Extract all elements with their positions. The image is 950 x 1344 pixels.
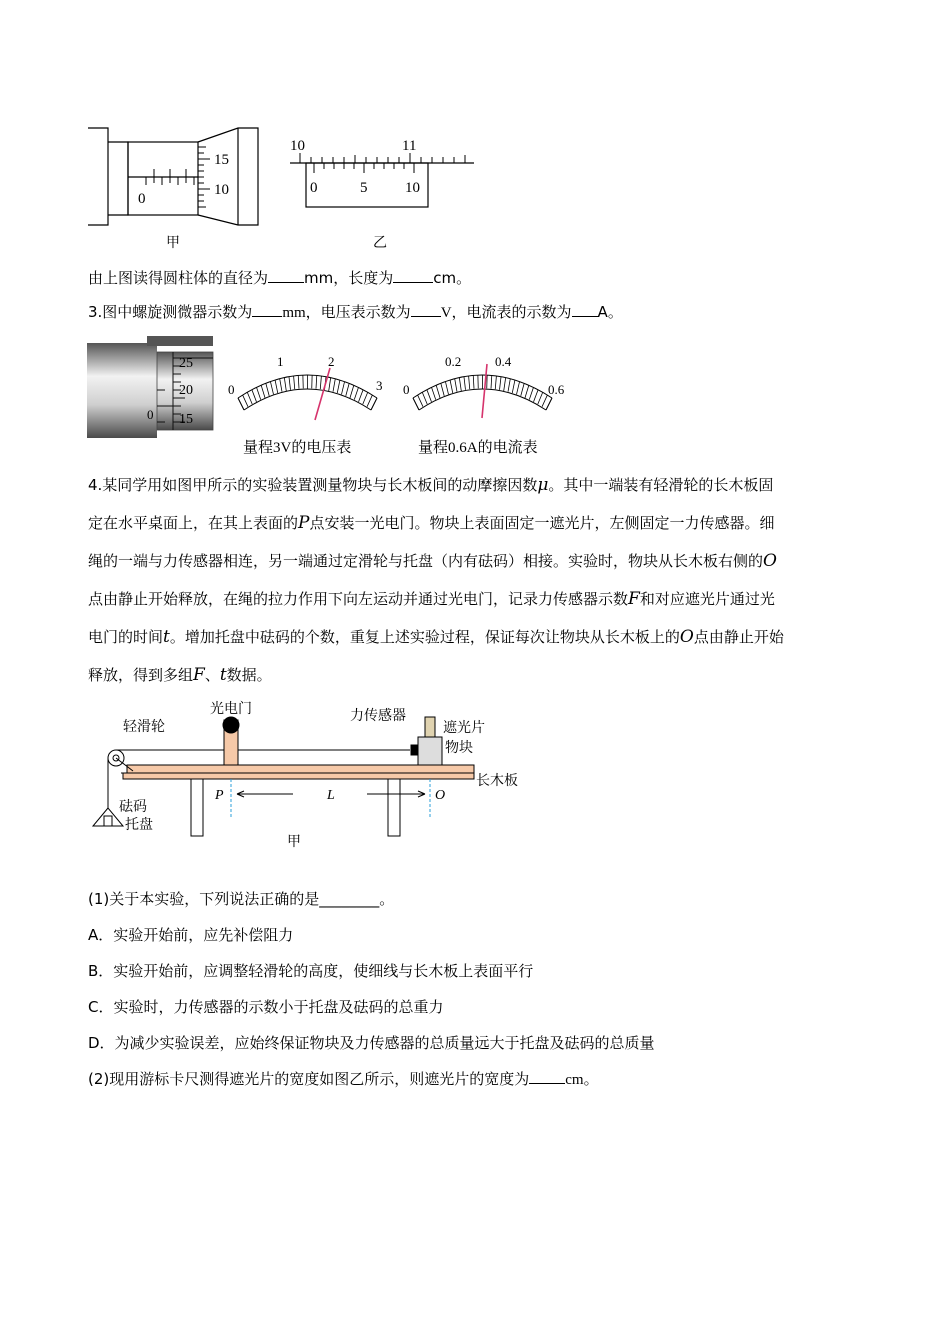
dial-tick <box>495 376 496 389</box>
sub2-text-a: (2)现用游标卡尺测得遮光片的宽度如图乙所示，则遮光片的宽度为 <box>88 1070 530 1088</box>
answer-blank-voltage[interactable] <box>411 302 441 317</box>
symbol-f: F <box>628 589 640 609</box>
dial-tick <box>427 390 432 402</box>
answer-blank-current[interactable] <box>572 302 598 317</box>
ammeter-tick-0.6: 0.6 <box>548 382 565 397</box>
figure-micrometer-caliper <box>80 125 500 255</box>
symbol-o: O <box>763 551 777 571</box>
shade-icon <box>425 717 435 737</box>
question-3 <box>88 302 623 323</box>
dial-tick <box>316 375 317 388</box>
dial-tick <box>508 379 510 392</box>
dial-tick <box>445 382 448 395</box>
voltmeter-caption: 量程3V的电压表 <box>243 440 352 456</box>
dial-tick <box>512 380 515 393</box>
q3-text-b: ，电压表示数为 <box>305 303 411 321</box>
ammeter-tick-0.2: 0.2 <box>445 354 462 369</box>
dial-tick <box>418 395 423 407</box>
option-a[interactable]: A．实验开始前，应先补偿阻力 <box>88 926 294 944</box>
dial-tick <box>337 380 340 393</box>
dial-tick <box>459 378 461 392</box>
micrometer2-tick-25: 25 <box>179 356 193 371</box>
label-board: 长木板 <box>476 774 518 789</box>
q2-unit-cm: cm <box>433 269 457 287</box>
q4-l6-a: 释放，得到多组 <box>88 666 194 684</box>
q4-line-4 <box>88 580 868 618</box>
dial-tick <box>413 398 419 410</box>
dial-tick <box>350 385 354 398</box>
q4-line-5 <box>88 618 868 656</box>
answer-blank-shade-width[interactable] <box>529 1069 565 1084</box>
dial-tick <box>432 387 436 399</box>
dial-tick <box>473 375 474 388</box>
q3-unit-mm: mm <box>282 305 306 321</box>
q4-l1-a: 4.某同学用如图甲所示的实验装置测量物块与长木板间的动摩擦因数 <box>88 476 538 494</box>
dial-tick <box>436 385 440 398</box>
ammeter-tick-0.4: 0.4 <box>495 354 512 369</box>
long-board <box>127 765 474 773</box>
dial-tick <box>270 382 273 395</box>
dial-tick <box>284 378 286 392</box>
block-icon <box>418 737 442 765</box>
micrometer2-tick-0: 0 <box>147 407 154 422</box>
dial-tick <box>275 380 278 393</box>
label-caption-jia: 甲 <box>287 835 301 850</box>
dial-tick <box>329 378 331 392</box>
sub2-end: 。 <box>583 1070 599 1088</box>
ammeter-dial <box>413 364 552 418</box>
label-o: O <box>435 788 446 803</box>
sub-question-2 <box>88 1069 599 1090</box>
dial-tick <box>354 387 358 399</box>
dial-tick <box>346 383 349 396</box>
dial-tick <box>441 383 444 396</box>
sub2-unit-cm: cm <box>565 1072 584 1088</box>
q3-end: 。 <box>607 303 623 321</box>
caliper-vernier-0: 0 <box>310 180 318 196</box>
q3-unit-v: V <box>440 305 452 321</box>
dial-tick <box>320 376 321 389</box>
caliper-vernier-5: 5 <box>360 180 368 196</box>
q4-l5-b: 。增加托盘中砝码的个数，重复上述实验过程，保证每次让物块从长木板上的 <box>169 628 680 646</box>
dial-tick <box>266 383 269 396</box>
answer-blank-length[interactable] <box>393 268 433 283</box>
dial-tick <box>298 375 299 388</box>
question-4-paragraph <box>88 466 868 694</box>
dial-tick <box>529 387 533 399</box>
ammeter-caption: 量程0.6A的电流表 <box>418 440 538 456</box>
micrometer-tick-10: 10 <box>214 182 229 198</box>
dial-tick <box>359 390 364 402</box>
voltmeter-tick-3: 3 <box>376 378 383 393</box>
q3-text-c: ，电流表的示数为 <box>451 303 572 321</box>
q4-l5-c: 点由静止开始 <box>693 628 784 646</box>
micrometer-diagram <box>88 128 258 225</box>
figure-jia-label: 甲 <box>166 235 180 251</box>
label-shade: 遮光片 <box>443 721 485 736</box>
dial-tick <box>534 390 539 402</box>
micrometer-tick-0: 0 <box>138 191 146 207</box>
q2-text-a: 由上图读得圆柱体的直径为 <box>88 269 269 287</box>
q4-line-1 <box>88 466 868 504</box>
dial-tick <box>504 378 506 392</box>
dial-tick <box>363 392 368 404</box>
caliper-vernier-10: 10 <box>405 180 420 196</box>
dial-tick <box>294 376 295 389</box>
dial-tick <box>546 398 552 410</box>
q4-l2-a: 定在水平桌面上，在其上表面的 <box>88 514 299 532</box>
symbol-t-2: t <box>219 665 227 685</box>
dial-tick <box>464 377 466 390</box>
dial-tick <box>243 395 248 407</box>
label-tray: 托盘 <box>125 818 153 833</box>
q2-text-b: ，长度为 <box>333 269 394 287</box>
ammeter-tick-0: 0 <box>403 382 410 397</box>
label-photogate: 光电门 <box>210 702 252 717</box>
q4-l4-b: 和对应遮光片通过光 <box>639 590 775 608</box>
symbol-mu: μ <box>537 475 549 495</box>
dial-tick <box>455 379 457 392</box>
q4-l5-a: 电门的时间 <box>88 628 164 646</box>
micrometer2-tick-15: 15 <box>179 412 193 427</box>
dial-tick <box>500 377 502 390</box>
symbol-f-2: F <box>193 665 205 685</box>
dial-tick <box>261 385 265 398</box>
dial-tick <box>333 379 335 392</box>
q4-l1-b: 。其中一端装有轻滑轮的长木板固 <box>548 476 774 494</box>
dial-tick <box>521 383 524 396</box>
q4-l3-a: 绳的一端与力传感器相连，另一端通过定滑轮与托盘（内有砝码）相接。实验时，物块从长木板右侧的 <box>88 552 764 570</box>
caliper-main-11: 11 <box>402 138 417 154</box>
dial-tick <box>422 392 427 404</box>
micrometer-photo <box>87 336 213 438</box>
symbol-t: t <box>163 627 170 647</box>
dial-tick <box>469 376 470 389</box>
q4-line-6 <box>88 656 868 694</box>
q2-end: 。 <box>456 269 472 287</box>
caliper-diagram <box>290 153 474 207</box>
label-weight: 砝码 <box>119 800 147 815</box>
question-diameter-length <box>88 268 471 288</box>
q2-unit-mm: mm <box>304 269 334 287</box>
dial-tick <box>342 382 345 395</box>
dial-tick <box>538 392 543 404</box>
caliper-main-10: 10 <box>290 138 305 154</box>
dial-tick <box>257 387 261 399</box>
q4-l4-a: 点由静止开始释放，在绳的拉力作用下向左运动并通过光电门，记录力传感器示数 <box>88 590 629 608</box>
q4-line-2 <box>88 504 868 542</box>
voltmeter-tick-2: 2 <box>328 354 335 369</box>
symbol-o-2: O <box>679 627 694 647</box>
q3-text-a: 3.图中螺旋测微器示数为 <box>88 303 253 321</box>
force-sensor-icon <box>411 745 418 755</box>
label-block: 物块 <box>445 741 473 756</box>
symbol-p: P <box>298 513 310 533</box>
label-p: P <box>215 788 224 803</box>
dial-tick <box>289 377 291 390</box>
q4-l6-b: 、 <box>204 666 220 684</box>
dial-tick <box>280 379 282 392</box>
label-l: L <box>327 788 335 803</box>
label-pulley: 轻滑轮 <box>123 720 165 735</box>
dial-tick <box>450 380 453 393</box>
answer-blank-diameter[interactable] <box>268 268 304 283</box>
option-b[interactable]: B．实验开始前，应调整轻滑轮的高度，使细线与长木板上表面平行 <box>88 962 534 980</box>
dial-tick <box>252 390 257 402</box>
dial-tick <box>371 398 377 410</box>
voltmeter-tick-1: 1 <box>277 354 284 369</box>
sub-question-1: (1)关于本实验，下列说法正确的是________。 <box>88 890 395 908</box>
label-force-sensor: 力传感器 <box>350 709 406 724</box>
option-d[interactable]: D．为减少实验误差，应始终保证物块及力传感器的总质量远大于托盘及砝码的总质量 <box>88 1034 655 1052</box>
q4-l6-c: 数据。 <box>226 666 272 684</box>
figure-yi-label: 乙 <box>373 235 387 251</box>
dial-tick <box>525 385 529 398</box>
answer-blank-micrometer[interactable] <box>252 302 282 317</box>
voltmeter-dial <box>238 368 377 420</box>
q3-unit-a: A <box>597 303 608 321</box>
option-c[interactable]: C．实验时，力传感器的示数小于托盘及砝码的总重力 <box>88 998 444 1016</box>
dial-tick <box>491 375 492 388</box>
micrometer2-tick-20: 20 <box>179 383 193 398</box>
dial-tick <box>367 395 372 407</box>
dial-tick <box>238 398 244 410</box>
micrometer-tick-15: 15 <box>214 152 229 168</box>
dial-tick <box>517 382 520 395</box>
dial-tick <box>247 392 252 404</box>
dial-tick <box>542 395 547 407</box>
figure-apparatus <box>85 695 545 855</box>
q4-l2-b: 点安装一光电门。物块上表面固定一遮光片，左侧固定一力传感器。细 <box>309 514 775 532</box>
q4-line-3 <box>88 542 868 580</box>
voltmeter-tick-0: 0 <box>228 382 235 397</box>
